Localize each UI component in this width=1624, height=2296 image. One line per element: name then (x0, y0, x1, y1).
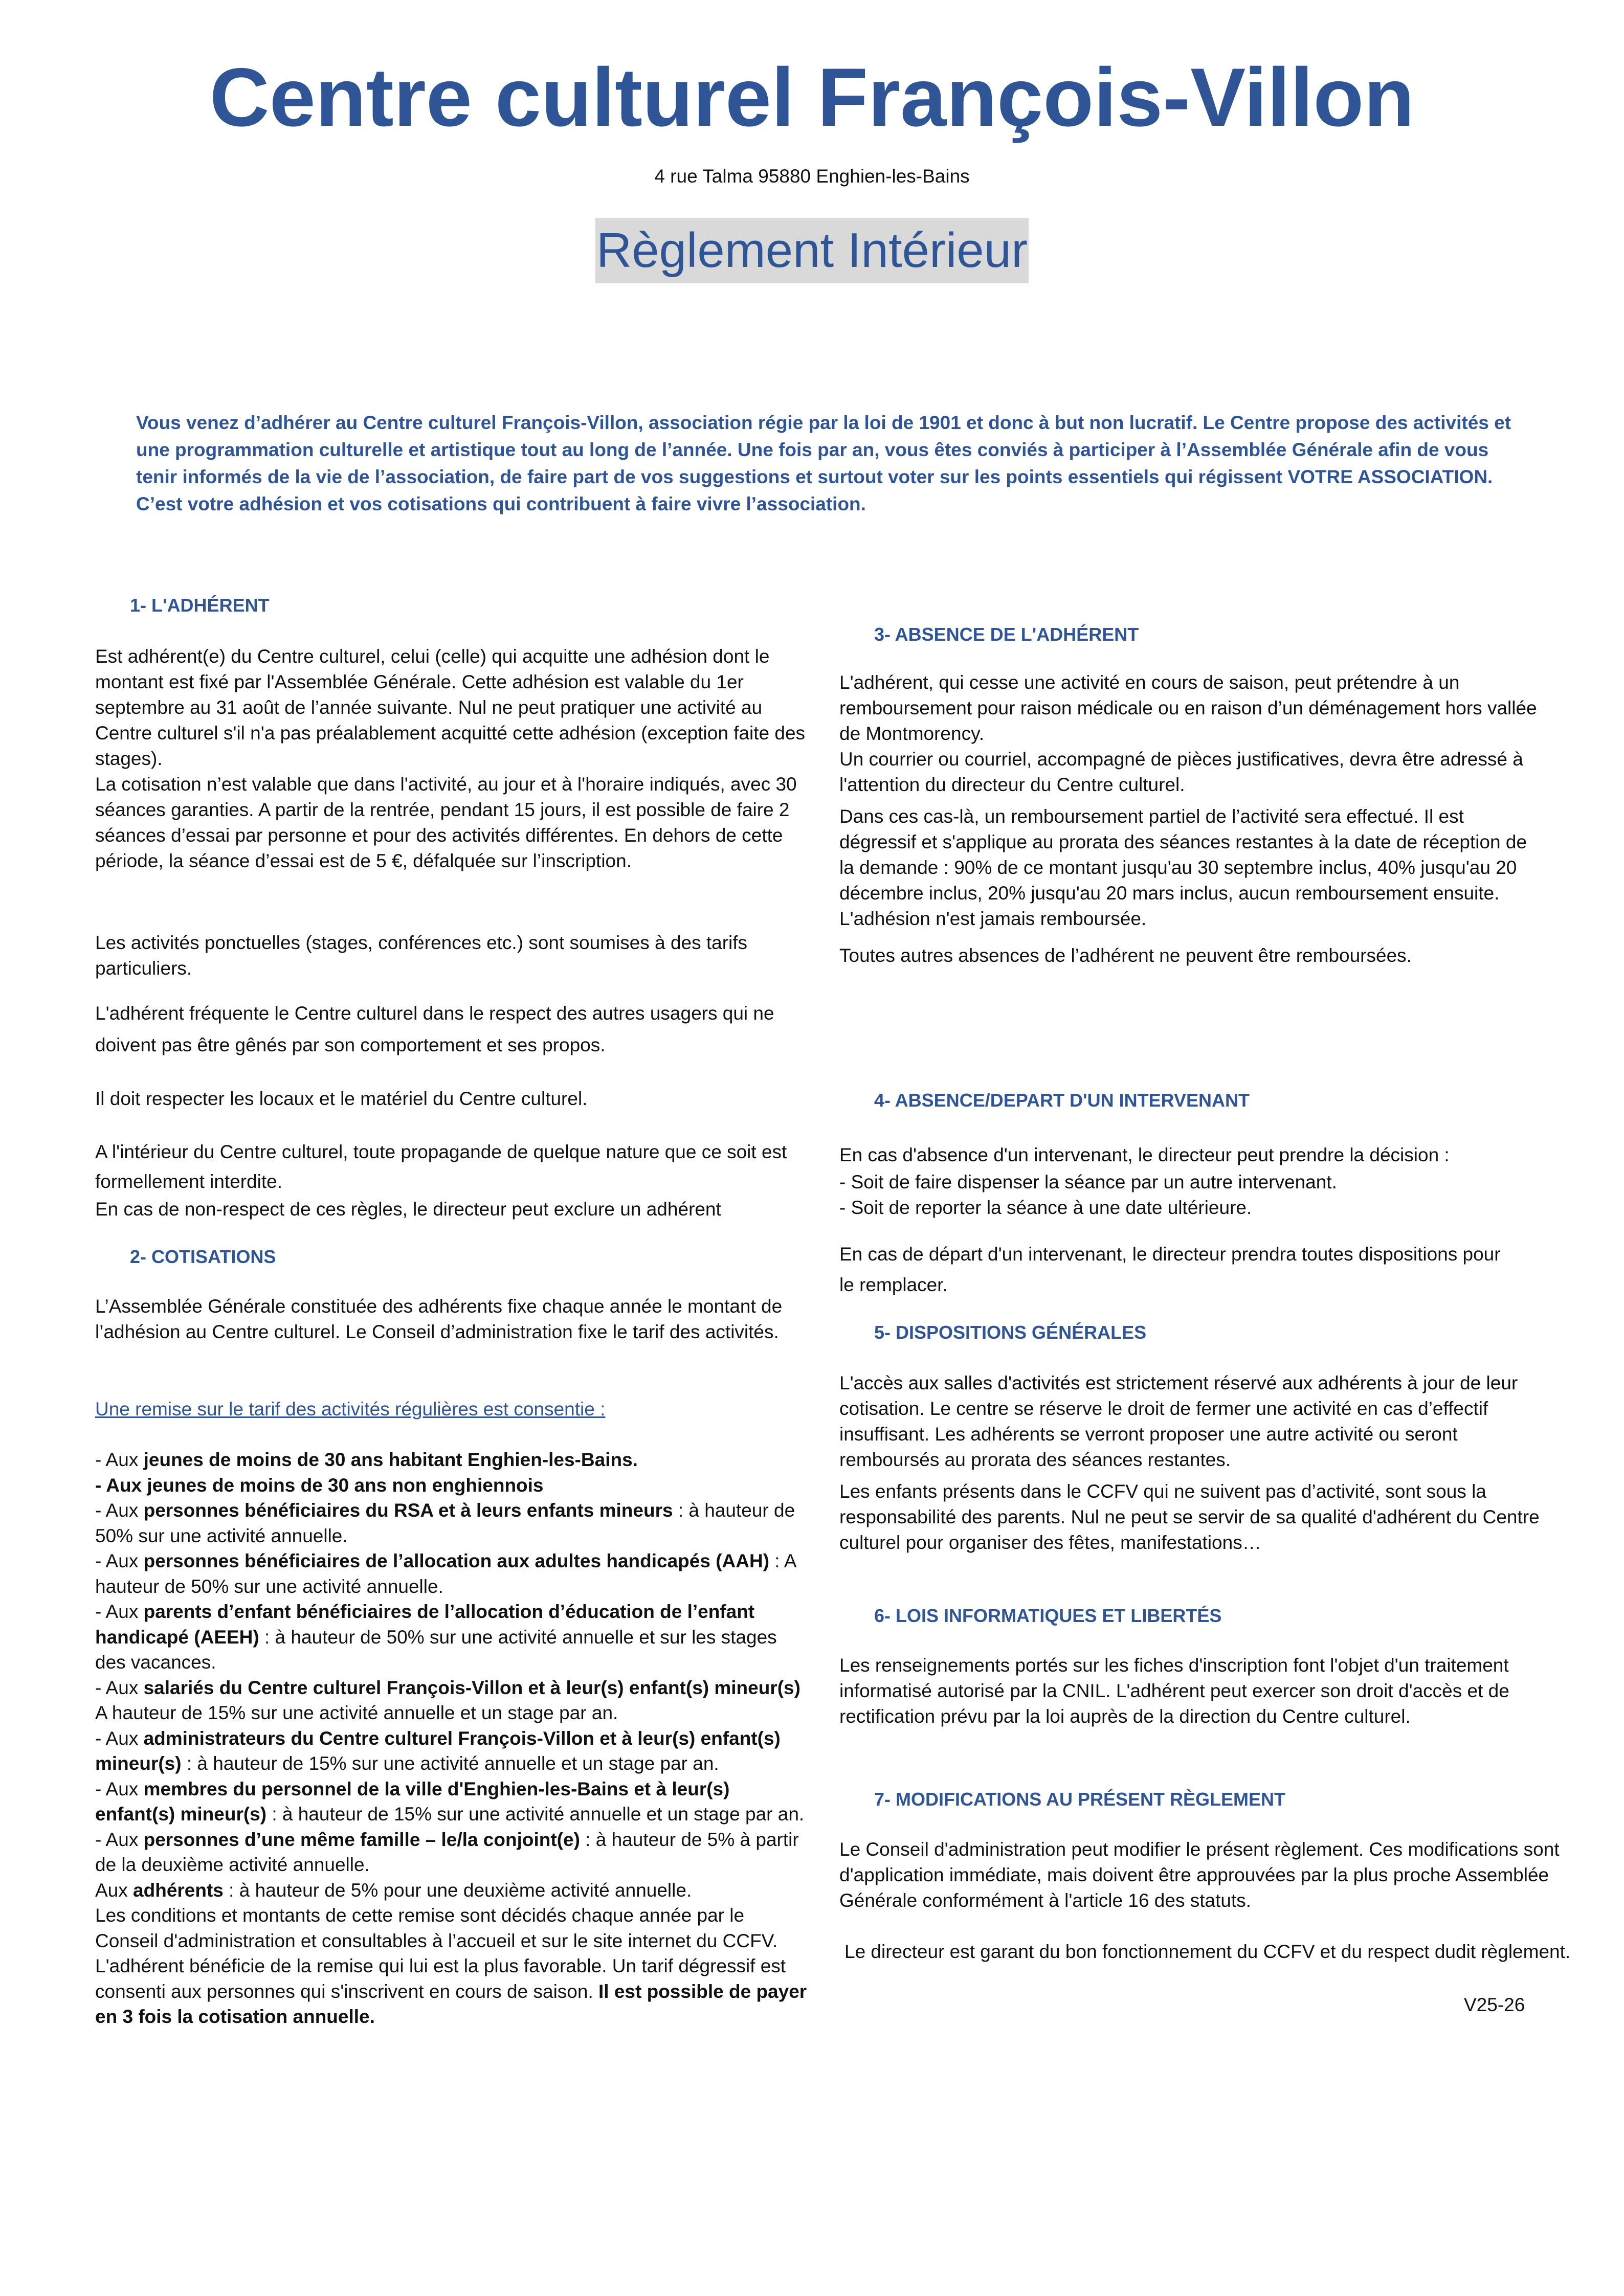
section-4-body (839, 1141, 1555, 1300)
paragraph: - Soit de reporter la séance à une date ultérieure. (839, 1197, 1252, 1218)
list-item: - Aux membres du personnel de la ville d'Enghien-les-Bains et à leur(s) enfant(s) mineur(s) : à hauteur de 15% sur une activité annuelle et un stage par an. (95, 1778, 805, 1825)
section-4-heading: 4- ABSENCE/DEPART D'UN INTERVENANT (874, 1090, 1250, 1111)
section-2-remise (95, 1397, 811, 1422)
section-1-body-3 (95, 998, 811, 1061)
section-1-body-4 (95, 1086, 811, 1112)
intro-paragraph (136, 409, 1517, 517)
list-item: Aux adhérents : à hauteur de 5% pour une deuxième activité annuelle. (95, 1879, 692, 1901)
paragraph: Les conditions et montants de cette remise sont décidés chaque année par le Conseil d'administration et consultables à l’accueil et sur le site internet du CCFV. (95, 1905, 778, 1951)
section-1-body-5 (95, 1137, 811, 1222)
paragraph: La cotisation n’est valable que dans l'activité, au jour et à l'horaire indiqués, avec 30 séances garanties. A partir de la rentrée, pendant 15 jours, il est possible de faire 2 séances d’essai par personne et pour des activités différentes. En dehors de cette période, la séance d’essai est de 5 €, défalquée sur l’inscription. (95, 774, 797, 871)
paragraph: L'accès aux salles d'activités est strictement réservé aux adhérents à jour de leur cotisation. Le centre se réserve le droit de fermer une activité en cas d’effectif insuffisant. Les adhérents se verront proposer une autre activité ou seront remboursés au prorata des séances restantes. (839, 1372, 1518, 1470)
list-item: - Aux personnes d’une même famille – le/la conjoint(e) : à hauteur de 5% à partir de la deuxième activité annuelle. (95, 1829, 799, 1875)
paragraph: - Soit de faire dispenser la séance par un autre intervenant. (839, 1172, 1337, 1192)
section-2-heading: 2- COTISATIONS (130, 1246, 276, 1267)
paragraph: L'adhérent bénéficie de la remise qui lui est la plus favorable. Un tarif dégressif est consenti aux personnes qui s'inscrivent en cours de saison. Il est possible de payer en 3 fois la cotisation annuelle. (95, 1955, 807, 2027)
paragraph: Toutes autres absences de l’adhérent ne peuvent être remboursées. (839, 945, 1412, 966)
address: 4 rue Talma 95880 Enghien-les-Bains (654, 166, 970, 187)
section-1-body-2 (95, 930, 811, 981)
paragraph: Dans ces cas-là, un remboursement partiel de l’activité sera effectué. Il est dégressif et s'applique au prorata des séances restantes à la date de réception de la demande : 90% de ce montant jusqu'au 30 septembre inclus, 40% jusqu'au 20 décembre inclus, 20% jusqu'au 20 mars inclus, aucun remboursement ensuite. L'adhésion n'est jamais remboursée. (839, 806, 1527, 929)
list-item: - Aux personnes bénéficiaires du RSA et à leurs enfants mineurs : à hauteur de 50% sur une activité annuelle. (95, 1500, 795, 1546)
list-item: - Aux administrateurs du Centre culturel François-Villon et à leur(s) enfant(s) mineur(s) : à hauteur de 15% sur une activité annuelle et un stage par an. (95, 1727, 781, 1774)
list-item: - Aux jeunes de moins de 30 ans non enghiennois (95, 1474, 544, 1496)
doc-title-container (0, 218, 1624, 283)
paragraph: Un courrier ou courriel, accompagné de pièces justificatives, devra être adressé à l'attention du directeur du Centre culturel. (839, 749, 1523, 795)
remise-list (95, 1447, 811, 2030)
paragraph: Les enfants présents dans le CCFV qui ne suivent pas d’activité, sont sous la responsabilité des parents. Nul ne peut se servir de sa qualité d'adhérent du Centre culturel pour organiser des fêtes, manifestations… (839, 1481, 1540, 1553)
paragraph: Est adhérent(e) du Centre culturel, celui (celle) qui acquitte une adhésion dont le montant est fixé par l'Assemblée Générale. Cette adhésion est valable du 1er septembre au 31 août de l’année suivante. Nul ne peut pratiquer une activité au Centre culturel s'il n'a pas préalablement acquitté cette adhésion (exception faite des stages). (95, 646, 806, 769)
section-3-body (839, 670, 1545, 969)
section-6-heading: 6- LOIS INFORMATIQUES ET LIBERTÉS (874, 1605, 1222, 1626)
section-5-body (839, 1370, 1555, 1556)
paragraph: Les activités ponctuelles (stages, conférences etc.) sont soumises à des tarifs particuliers. (95, 932, 748, 979)
paragraph: L'adhérent fréquente le Centre culturel dans le respect des autres usagers qui ne doivent pas être gênés par son comportement et ses propos. (95, 1003, 774, 1055)
section-2-body (95, 1294, 811, 1345)
section-5-heading: 5- DISPOSITIONS GÉNÉRALES (874, 1322, 1147, 1343)
section-1-heading: 1- L'ADHÉRENT (130, 595, 270, 616)
doc-title: Règlement Intérieur (595, 218, 1029, 283)
intro-line: C’est votre adhésion et vos cotisations qui contribuent à faire vivre l’association. (136, 493, 866, 514)
paragraph: En cas de non-respect de ces règles, le directeur peut exclure un adhérent (95, 1199, 721, 1220)
paragraph: Le directeur est garant du bon fonctionnement du CCFV et du respect dudit règlement. (844, 1941, 1571, 1962)
list-item: - Aux parents d’enfant bénéficiaires de l’allocation d’éducation de l’enfant handicapé (AEEH) : à hauteur de 50% sur une activité annuelle et sur les stages des vacances. (95, 1601, 777, 1673)
section-3-heading: 3- ABSENCE DE L'ADHÉRENT (874, 624, 1139, 645)
section-1-body (95, 644, 811, 874)
intro-line: une programmation culturelle et artistique tout au long de l’année. Une fois par an, vous êtes conviés à participer à l’Assemblée Générale afin de vous (136, 439, 1489, 460)
remise-heading: Une remise sur le tarif des activités régulières est consentie : (95, 1399, 606, 1420)
section-6-body (839, 1653, 1555, 1729)
paragraph: En cas d'absence d'un intervenant, le directeur peut prendre la décision : (839, 1144, 1450, 1165)
paragraph: Le Conseil d'administration peut modifier le présent règlement. Ces modifications sont d'application immédiate, mais doivent être approuvées par la plus proche Assemblée Générale conformément à l'article 16 des statuts. (839, 1839, 1560, 1911)
paragraph: A l'intérieur du Centre culturel, toute propagande de quelque nature que ce soit est formellement interdite. (95, 1141, 787, 1192)
paragraph: En cas de départ d'un intervenant, le directeur prendra toutes dispositions pour le remplacer. (839, 1244, 1501, 1295)
page-title: Centre culturel François-Villon (209, 51, 1415, 144)
version-label: V25-26 (1464, 1994, 1525, 2015)
paragraph: Il doit respecter les locaux et le matériel du Centre culturel. (95, 1088, 588, 1109)
list-item: - Aux salariés du Centre culturel François-Villon et à leur(s) enfant(s) mineur(s) A hauteur de 15% sur une activité annuelle et un stage par an. (95, 1677, 800, 1723)
paragraph: L'adhérent, qui cesse une activité en cours de saison, peut prétendre à un remboursement pour raison médicale ou en raison d’un déménagement hors vallée de Montmorency. (839, 672, 1537, 744)
section-7-body (839, 1837, 1607, 1965)
list-item: - Aux jeunes de moins de 30 ans habitant Enghien-les-Bains. (95, 1449, 638, 1470)
section-7-heading: 7- MODIFICATIONS AU PRÉSENT RÈGLEMENT (874, 1789, 1286, 1810)
list-item: - Aux personnes bénéficiaires de l’allocation aux adultes handicapés (AAH) : A hauteur de 50% sur une activité annuelle. (95, 1550, 796, 1597)
paragraph: L’Assemblée Générale constituée des adhérents fixe chaque année le montant de l’adhésion au Centre culturel. Le Conseil d’administration fixe le tarif des activités. (95, 1296, 783, 1342)
paragraph: Les renseignements portés sur les fiches d'inscription font l'objet d'un traitement informatisé autorisé par la CNIL. L'adhérent peut exercer son droit d'accès et de rectification prévu par la loi auprès de la direction du Centre culturel. (839, 1655, 1509, 1727)
intro-line: Vous venez d’adhérer au Centre culturel François-Villon, association régie par la loi de 1901 et donc à but non lucratif. Le Centre propose des activités et (136, 412, 1511, 433)
intro-line: tenir informés de la vie de l’association, de faire part de vos suggestions et surtout voter sur les points essentiels qui régissent VOTRE ASSOCIATION. (136, 466, 1493, 487)
